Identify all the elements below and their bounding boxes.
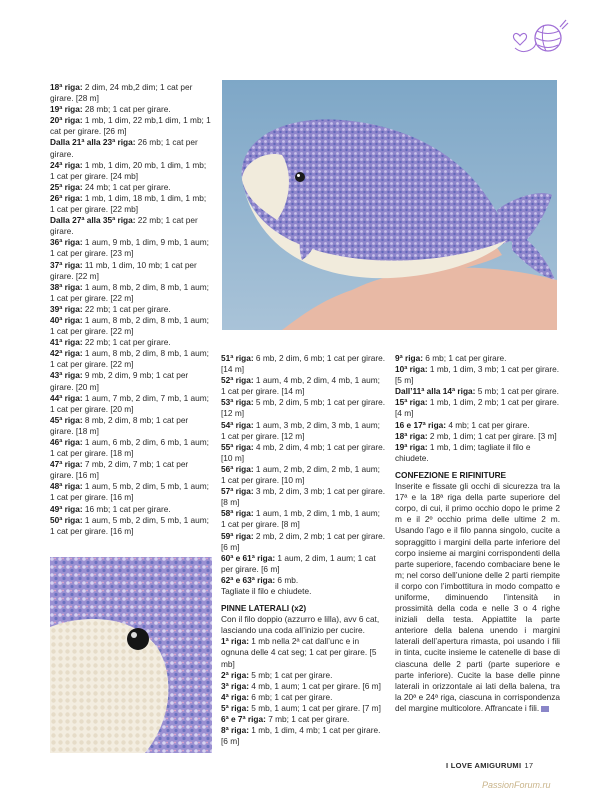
row-text: 6 mb; 1 cat per girare.: [422, 353, 507, 363]
row-label: 37ª riga:: [50, 259, 83, 270]
row-text: 1 mb, 1 dim, 20 mb, 1 dim, 1 mb; 1 cat per girare. [24 mb]: [50, 159, 207, 181]
row-label: 54ª riga:: [221, 419, 254, 430]
magazine-title: I LOVE AMIGURUMI: [446, 761, 522, 770]
instruction-row: [50, 237, 212, 259]
row-label: 19ª riga:: [50, 104, 83, 115]
row-label: 43ª riga:: [50, 370, 83, 381]
page-number: 17: [524, 761, 534, 770]
instruction-row: [221, 353, 386, 375]
row-label: 10ª riga:: [395, 364, 428, 375]
instruction-row: [221, 420, 386, 442]
row-text: 24 mb; 1 cat per girare.: [82, 181, 171, 192]
column-middle: [221, 353, 386, 747]
instruction-row: [50, 504, 212, 515]
instruction-row: [50, 315, 212, 337]
row-text: 1 aum, 2 mb, 2 dim, 2 mb, 1 aum; 1 cat per girare. [10 m]: [221, 463, 380, 486]
row-label: 40ª riga:: [50, 314, 83, 325]
row-text: 1 mb, 1 dim, 3 mb; 1 cat per girare. [5 m]: [395, 364, 560, 386]
row-label: 45ª riga:: [50, 414, 83, 425]
row-label: Dalla 27ª alla 35ª riga:: [50, 215, 136, 226]
row-text: 5 mb; 1 cat per girare.: [475, 386, 559, 397]
row-text: 1 aum, 2 dim, 1 aum; 1 cat per girare. [6 m]: [221, 552, 376, 574]
row-text: 3 mb, 2 dim, 3 mb; 1 cat per girare. [8 m]: [221, 486, 386, 508]
row-label: Dall’11ª alla 14ª riga:: [395, 386, 476, 397]
row-label: 2ª riga:: [221, 669, 249, 680]
row-label: 3ª riga:: [221, 680, 249, 691]
instruction-row: [50, 304, 212, 315]
instruction-row: [221, 614, 386, 636]
row-label: 52ª riga:: [221, 375, 254, 386]
row-text: 2 dim, 24 mb,2 dim; 1 cat per girare. [28 m]: [50, 82, 193, 104]
row-text: 5 mb; 1 cat per girare.: [248, 669, 333, 680]
row-label: 5ª riga:: [221, 702, 249, 713]
row-label: 56ª riga:: [221, 463, 254, 474]
instruction-row: [50, 182, 212, 193]
row-label: 38ª riga:: [50, 281, 83, 292]
row-text: 2 mb, 2 dim, 2 mb; 1 cat per girare. [6 m]: [221, 530, 386, 552]
row-text: 7 mb; 1 cat per girare.: [265, 714, 350, 724]
instruction-row: [221, 397, 386, 419]
row-label: 47ª riga:: [50, 459, 83, 470]
instruction-row: [50, 260, 212, 282]
instruction-row: [221, 636, 386, 669]
row-label: 44ª riga:: [50, 392, 83, 403]
instruction-row: [50, 459, 212, 481]
row-text: 9 mb, 2 dim, 9 mb; 1 cat per girare. [20 m]: [50, 370, 189, 392]
instruction-row: [395, 481, 560, 714]
row-text: 1 mb nella 2ª cat dall’unc e in ognuna delle 4 cat seg; 1 cat per girare. [5 mb]: [221, 636, 377, 669]
row-label: 20ª riga:: [50, 115, 83, 126]
row-text: 4 mb, 1 aum; 1 cat per girare. [6 m]: [248, 680, 381, 691]
row-label: 4ª riga:: [221, 691, 249, 702]
row-text: 5 mb, 1 aum; 1 cat per girare. [7 m]: [248, 702, 381, 713]
row-text: 28 mb; 1 cat per girare.: [82, 104, 171, 115]
row-text: Inserite e fissate gli occhi di sicurezza tra la 17ª e la 18ª riga della parte superiore del corpo, di cui, il primo occhio dopo le prime 2 m e il 2º occhio prima delle ultime 2 m. Usando l’ago e il filo panna singolo, cucite a sopraggitto i margini della parte inferiore del corpo insieme ai margini corrispondenti della parte superiore, facendo combaciare bene le m; nel corso dell’unione delle 2 parti riempite il corpo con l’imbottitura in modo compatto e uniforme, diminuendo l’intensità in prossimità della coda e nelle 3 o 4 righe iniziali della testa. Appiattite la parte anteriore della balena unendo i margini laterali dell’apertura rimasta, poi usando i fili in tinta, cucite insieme le catenelle di base di ciascuna delle 2 parti (parte superiore e parte inferiore). Cucite la base delle pinne laterali in orizzontale ai lati della balena, tra la 20ª e 24ª riga, ciascuna in corrispondenza del margine multicolore. Affrancate i fili.: [395, 481, 560, 713]
instruction-row: [221, 703, 386, 714]
row-label: 57ª riga:: [221, 486, 254, 497]
instruction-row: [50, 115, 212, 137]
instruction-row: [221, 575, 386, 586]
row-label: 39ª riga:: [50, 303, 83, 314]
row-text: 1 mb, 1 dim, 18 mb, 1 dim, 1 mb; 1 cat per girare. [22 mb]: [50, 192, 207, 215]
row-label: CONFEZIONE E RIFINITURE: [395, 469, 507, 480]
instruction-row: [50, 348, 212, 370]
row-text: 1 aum, 4 mb, 2 dim, 4 mb, 1 aum; 1 cat per girare. [14 m]: [221, 375, 380, 397]
row-label: 19ª riga:: [395, 441, 428, 452]
instruction-row: [221, 670, 386, 681]
row-text: 1 aum, 8 mb, 2 dim, 8 mb, 1 aum; 1 cat per girare. [22 m]: [50, 281, 209, 303]
row-text: 7 mb, 2 dim, 7 mb; 1 cat per girare. [16 m]: [50, 459, 189, 481]
instruction-row: [221, 714, 386, 725]
row-label: 55ª riga:: [221, 441, 254, 452]
instruction-row: [50, 393, 212, 415]
row-label: 1ª riga:: [221, 636, 249, 647]
row-text: 6 mb.: [275, 574, 299, 585]
row-label: 36ª riga:: [50, 237, 83, 248]
instruction-row: [50, 104, 212, 115]
row-label: 8ª riga:: [221, 725, 249, 736]
row-text: 1 aum, 3 mb, 2 dim, 3 mb, 1 aum; 1 cat per girare. [12 m]: [221, 419, 380, 441]
row-label: 24ª riga:: [50, 159, 83, 170]
instruction-row: [221, 531, 386, 553]
instruction-row: [50, 415, 212, 437]
page-footer: [446, 761, 533, 770]
row-label: 49ª riga:: [50, 503, 83, 514]
row-text: 1 mb, 1 dim, 22 mb,1 dim, 1 mb; 1 cat per girare. [26 m]: [50, 115, 211, 137]
row-text: 1 mb, 1 dim, 2 mb; 1 cat per girare. [4 m]: [395, 397, 560, 419]
instruction-row: [395, 431, 560, 442]
instruction-row: [50, 215, 212, 237]
row-text: 4 mb; 1 cat per girare.: [446, 419, 530, 430]
row-label: 42ª riga:: [50, 348, 83, 359]
instruction-row: [221, 442, 386, 464]
row-text: 1 aum, 8 mb, 2 dim, 8 mb, 1 aum; 1 cat per girare. [22 m]: [50, 348, 209, 370]
row-text: 1 aum, 1 mb, 2 dim, 1 mb, 1 aum; 1 cat per girare. [8 m]: [221, 508, 380, 530]
instruction-row: [221, 681, 386, 692]
instruction-row: [221, 725, 386, 747]
instruction-row: [221, 486, 386, 508]
row-text: 6 mb; 1 cat per girare.: [248, 691, 333, 702]
instruction-row: [50, 370, 212, 392]
instruction-row: [50, 160, 212, 182]
row-label: 50ª riga:: [50, 514, 83, 525]
row-text: 22 mb; 1 cat per girare.: [50, 215, 198, 237]
row-text: 22 mb; 1 cat per girare.: [82, 337, 171, 348]
row-text: 1 aum, 5 mb, 2 dim, 5 mb, 1 aum; 1 cat per girare. [16 m]: [50, 481, 209, 503]
row-text: 8 mb, 2 dim, 8 mb; 1 cat per girare. [18 m]: [50, 414, 189, 436]
instruction-row: [395, 353, 560, 364]
row-text: 1 aum, 8 mb, 2 dim, 8 mb, 1 aum; 1 cat per girare. [22 m]: [50, 314, 209, 337]
row-text: 1 aum, 6 mb, 2 dim, 6 mb, 1 aum; 1 cat per girare. [18 m]: [50, 437, 209, 459]
row-text: 1 mb, 1 dim, 4 mb; 1 cat per girare. [6 m]: [221, 725, 381, 747]
row-label: 59ª riga:: [221, 530, 254, 541]
row-text: Con il filo doppio (azzurro e lilla), avv 6 cat, lasciando una coda all’inizio per cucire.: [221, 614, 380, 636]
instruction-row: [395, 386, 560, 397]
column-right: [395, 353, 560, 714]
row-text: 16 mb; 1 cat per girare.: [82, 503, 171, 514]
row-label: 15ª riga:: [395, 397, 428, 408]
instruction-row: [395, 364, 560, 386]
instruction-row: [395, 442, 560, 464]
row-label: Dalla 21ª alla 23ª riga:: [50, 137, 136, 148]
instruction-row: [50, 481, 212, 503]
row-text: 5 mb, 2 dim, 5 mb; 1 cat per girare. [12 m]: [221, 397, 386, 419]
row-label: 48ª riga:: [50, 481, 83, 492]
instruction-row: [221, 553, 386, 575]
row-label: 53ª riga:: [221, 397, 254, 408]
instruction-row: [395, 420, 560, 431]
row-label: 26ª riga:: [50, 192, 83, 203]
row-label: 9ª riga:: [395, 353, 423, 363]
instruction-row: [50, 437, 212, 459]
yarn-ball-heart-icon: [510, 14, 570, 58]
row-text: 1 mb, 1 dim; tagliate il filo e chiudete.: [395, 441, 531, 463]
section-heading: [221, 603, 386, 614]
row-text: 22 mb; 1 cat per girare.: [82, 303, 171, 314]
instruction-row: [221, 375, 386, 397]
row-label: 18ª riga:: [395, 430, 428, 441]
row-label: 16 e 17ª riga:: [395, 419, 447, 430]
photo-whale-on-hand: [222, 80, 557, 330]
row-text: 2 mb, 1 dim; 1 cat per girare. [3 m]: [427, 430, 557, 441]
instruction-row: [50, 515, 212, 537]
instruction-row: [50, 282, 212, 304]
row-label: 46ª riga:: [50, 437, 83, 447]
instruction-row: [50, 193, 212, 215]
row-text: 11 mb, 1 dim, 10 mb; 1 cat per girare. [22 m]: [50, 259, 197, 281]
row-label: 6ª e 7ª riga:: [221, 714, 266, 724]
row-text: 4 mb, 2 dim, 4 mb; 1 cat per girare. [10 m]: [221, 441, 386, 463]
row-label: 41ª riga:: [50, 337, 83, 348]
row-text: 1 aum, 7 mb, 2 dim, 7 mb, 1 aum; 1 cat per girare. [20 m]: [50, 392, 209, 414]
row-label: 58ª riga:: [221, 508, 254, 519]
instruction-row: [50, 337, 212, 348]
end-mark-icon: [541, 706, 549, 712]
row-text: 26 mb; 1 cat per girare.: [50, 137, 198, 159]
section-heading: [395, 470, 560, 481]
instruction-row: [50, 82, 212, 104]
row-label: 62ª e 63ª riga:: [221, 574, 276, 585]
instruction-row: [395, 397, 560, 419]
instruction-row: [221, 586, 386, 597]
watermark: PassionForum.ru: [482, 780, 551, 790]
column-left: [50, 82, 212, 537]
instruction-row: [221, 508, 386, 530]
photo-whale-closeup: [50, 557, 212, 753]
row-label: PINNE LATERALI (x2): [221, 603, 307, 614]
instruction-row: [221, 692, 386, 703]
row-label: 25ª riga:: [50, 181, 83, 192]
row-text: 1 aum, 5 mb, 2 dim, 5 mb, 1 aum; 1 cat per girare. [16 m]: [50, 514, 209, 536]
row-label: 18ª riga:: [50, 82, 83, 92]
row-text: 1 aum, 9 mb, 1 dim, 9 mb, 1 aum; 1 cat per girare. [23 m]: [50, 237, 209, 259]
row-text: Tagliate il filo e chiudete.: [221, 585, 312, 596]
row-label: 60ª e 61ª riga:: [221, 552, 276, 563]
row-text: 6 mb, 2 dim, 6 mb; 1 cat per girare. [14 m]: [221, 353, 386, 375]
instruction-row: [50, 137, 212, 159]
instruction-row: [221, 464, 386, 486]
row-label: 51ª riga:: [221, 353, 254, 363]
